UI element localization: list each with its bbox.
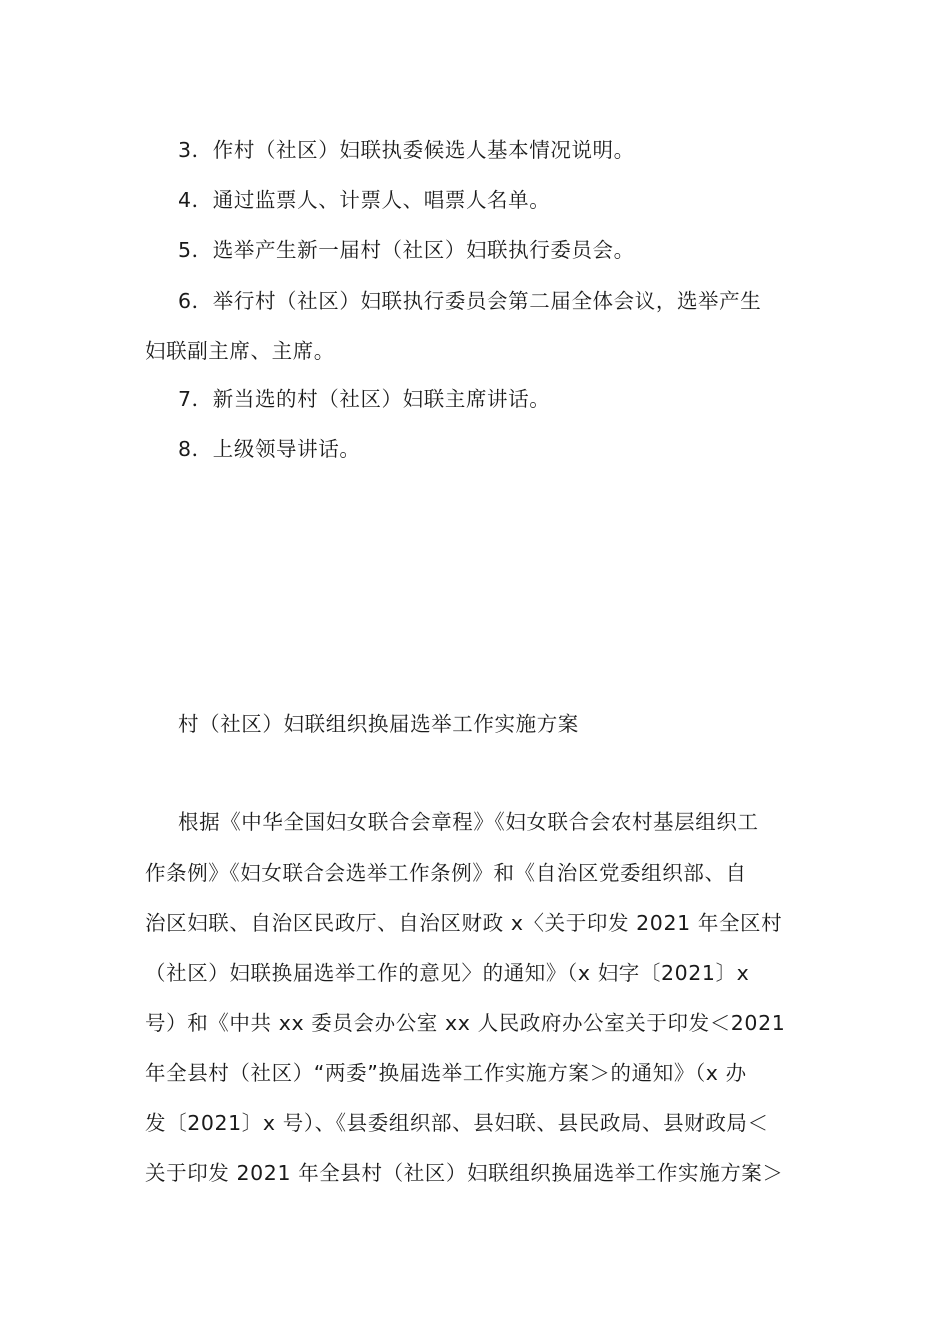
- paragraph-line: 号）和《中共 xx 委员会办公室 xx 人民政府办公室关于印发＜2021: [145, 1011, 786, 1035]
- paragraph-line: （社区）妇联换届选举工作的意见〉的通知》（x 妇字〔2021〕x: [145, 961, 750, 985]
- agenda-item-3: 3．作村（社区）妇联执委候选人基本情况说明。: [178, 138, 635, 162]
- paragraph-line: 作条例》《妇女联合会选举工作条例》和《自治区党委组织部、自: [145, 861, 747, 885]
- paragraph-line: 根据《中华全国妇女联合会章程》《妇女联合会农村基层组织工: [178, 810, 759, 834]
- agenda-item-5: 5．选举产生新一届村（社区）妇联执行委员会。: [178, 238, 635, 262]
- agenda-item-7: 7．新当选的村（社区）妇联主席讲话。: [178, 387, 551, 411]
- agenda-item-6-line-2: 妇联副主席、主席。: [145, 339, 335, 363]
- paragraph-line: 关于印发 2021 年全县村（社区）妇联组织换届选举工作实施方案＞: [145, 1161, 784, 1185]
- paragraph-line: 发〔2021〕x 号）、《县委组织部、县妇联、县民政局、县财政局＜: [145, 1111, 769, 1135]
- section-title: 村（社区）妇联组织换届选举工作实施方案: [178, 712, 579, 736]
- paragraph-line: 治区妇联、自治区民政厅、自治区财政 x〈关于印发 2021 年全区村: [145, 911, 783, 935]
- agenda-item-6-line-1: 6．举行村（社区）妇联执行委员会第二届全体会议，选举产生: [178, 289, 762, 313]
- paragraph-line: 年全县村（社区）“两委”换届选举工作实施方案＞的通知》（x 办: [145, 1061, 747, 1085]
- agenda-item-4: 4．通过监票人、计票人、唱票人名单。: [178, 188, 551, 212]
- agenda-item-8: 8．上级领导讲话。: [178, 437, 361, 461]
